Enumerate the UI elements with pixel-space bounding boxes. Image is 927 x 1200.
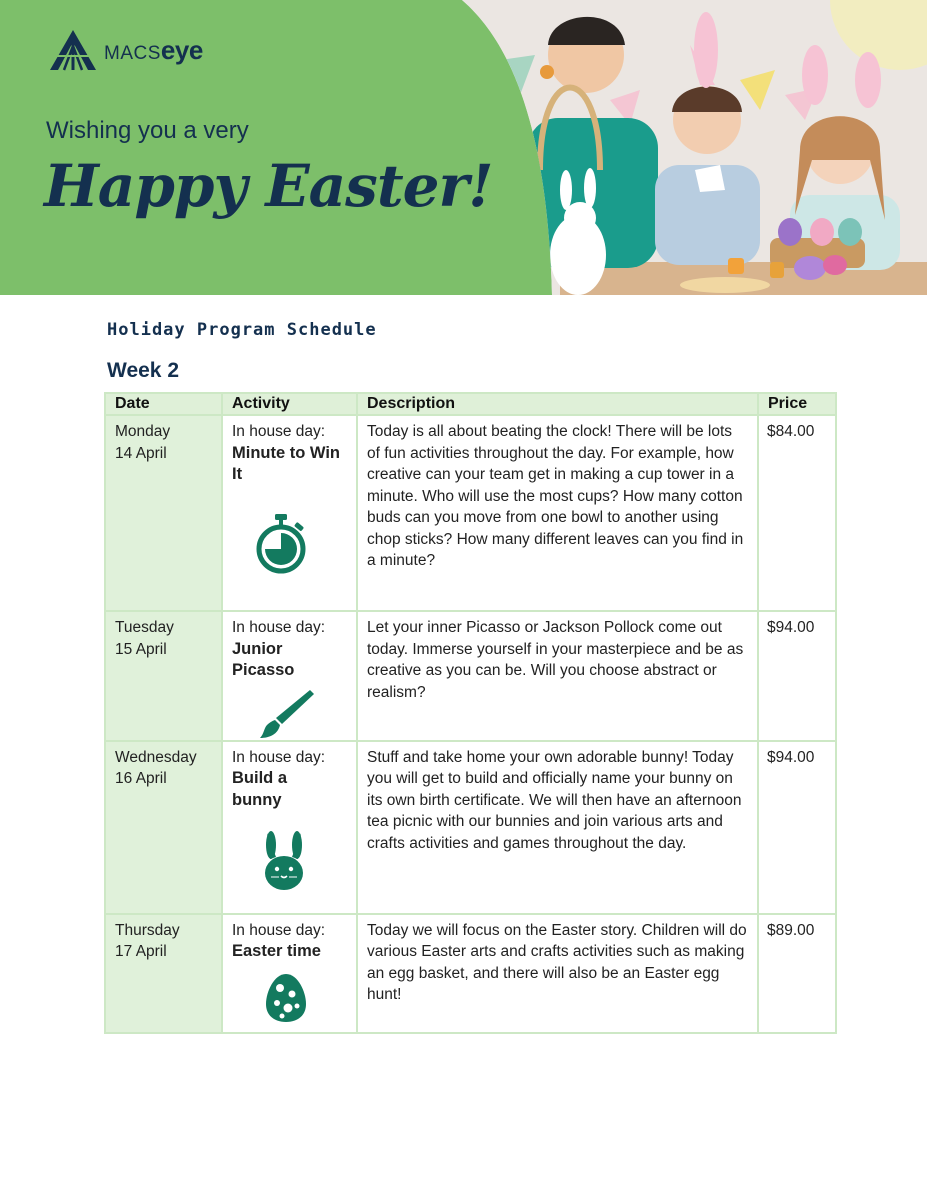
- greeting-text: Wishing you a very: [46, 117, 249, 144]
- date-cell: [105, 611, 222, 741]
- activity-cell: [222, 914, 357, 1033]
- day-name: Wednesday: [115, 748, 197, 766]
- table-row: [105, 415, 836, 611]
- header-description: Description: [357, 393, 758, 415]
- header-date: Date: [105, 393, 222, 415]
- table-header-row: [105, 393, 836, 415]
- price-cell: $94.00: [758, 741, 836, 914]
- week-title: Week 2: [107, 359, 179, 382]
- activity-name: Minute to Win It: [232, 443, 340, 483]
- paintbrush-icon: [258, 688, 318, 740]
- date-cell: [105, 415, 222, 611]
- activity-label: In house day:: [232, 619, 326, 636]
- logo-prefix: MACS: [104, 42, 161, 64]
- schedule-table: [104, 392, 837, 1034]
- easter-egg-icon: [264, 972, 308, 1024]
- activity-name: Build a bunny: [232, 769, 288, 809]
- description-cell: Today we will focus on the Easter story. Children will do various Easter arts and crafts activities such as making an egg basket, and there will also be an Easter egg hunt!: [357, 914, 758, 1033]
- description-cell: Today is all about beating the clock! There will be lots of fun activities throughout the day. For example, how creative can your team get in making a cup tower in a minute. Who will use the most cups? How many cotton buds can you move from one bowl to another using chop sticks? How many different leaves can you find in a minute?: [357, 415, 758, 611]
- activity-label: In house day:: [232, 748, 326, 766]
- date-cell: [105, 741, 222, 914]
- day-name: Thursday: [115, 921, 180, 939]
- date-text: 16 April: [115, 770, 167, 787]
- logo-suffix: eye: [160, 34, 203, 65]
- activity-cell: [222, 611, 357, 741]
- description-cell: Let your inner Picasso or Jackson Pollock come out today. Immerse yourself in your masterpiece and be as creative as you can be. Will you choose abstract or realism?: [357, 611, 758, 741]
- brand-logo: [48, 28, 203, 72]
- activity-label: In house day:: [232, 921, 326, 939]
- price-cell: $84.00: [758, 415, 836, 611]
- header-activity: Activity: [222, 393, 357, 415]
- logo-mark-icon: [48, 28, 98, 72]
- date-text: 17 April: [115, 943, 167, 960]
- table-row: [105, 914, 836, 1033]
- easter-banner: [0, 0, 927, 295]
- table-row: [105, 741, 836, 914]
- activity-name: Easter time: [232, 942, 321, 960]
- activity-name: Junior Picasso: [232, 639, 295, 679]
- activity-label: In house day:: [232, 423, 326, 440]
- price-cell: $89.00: [758, 914, 836, 1033]
- description-cell: Stuff and take home your own adorable bunny! Today you will get to build and officially name your bunny on its own birth certificate. We will then have an afternoon tea picnic with our bunnies and join various arts and crafts activities and games throughout the day.: [357, 741, 758, 914]
- price-cell: $94.00: [758, 611, 836, 741]
- date-text: 14 April: [115, 444, 167, 462]
- happy-easter-headline: Happy Easter!: [44, 152, 493, 220]
- stopwatch-icon: [251, 514, 311, 576]
- day-name: Tuesday: [115, 619, 174, 636]
- header-price: Price: [758, 393, 836, 415]
- table-row: [105, 611, 836, 741]
- date-cell: [105, 914, 222, 1033]
- activity-cell: [222, 415, 357, 611]
- program-title: Holiday Program Schedule: [107, 320, 377, 340]
- day-name: Monday: [115, 423, 171, 440]
- date-text: 15 April: [115, 640, 167, 658]
- bunny-icon: [259, 831, 309, 891]
- activity-cell: [222, 741, 357, 914]
